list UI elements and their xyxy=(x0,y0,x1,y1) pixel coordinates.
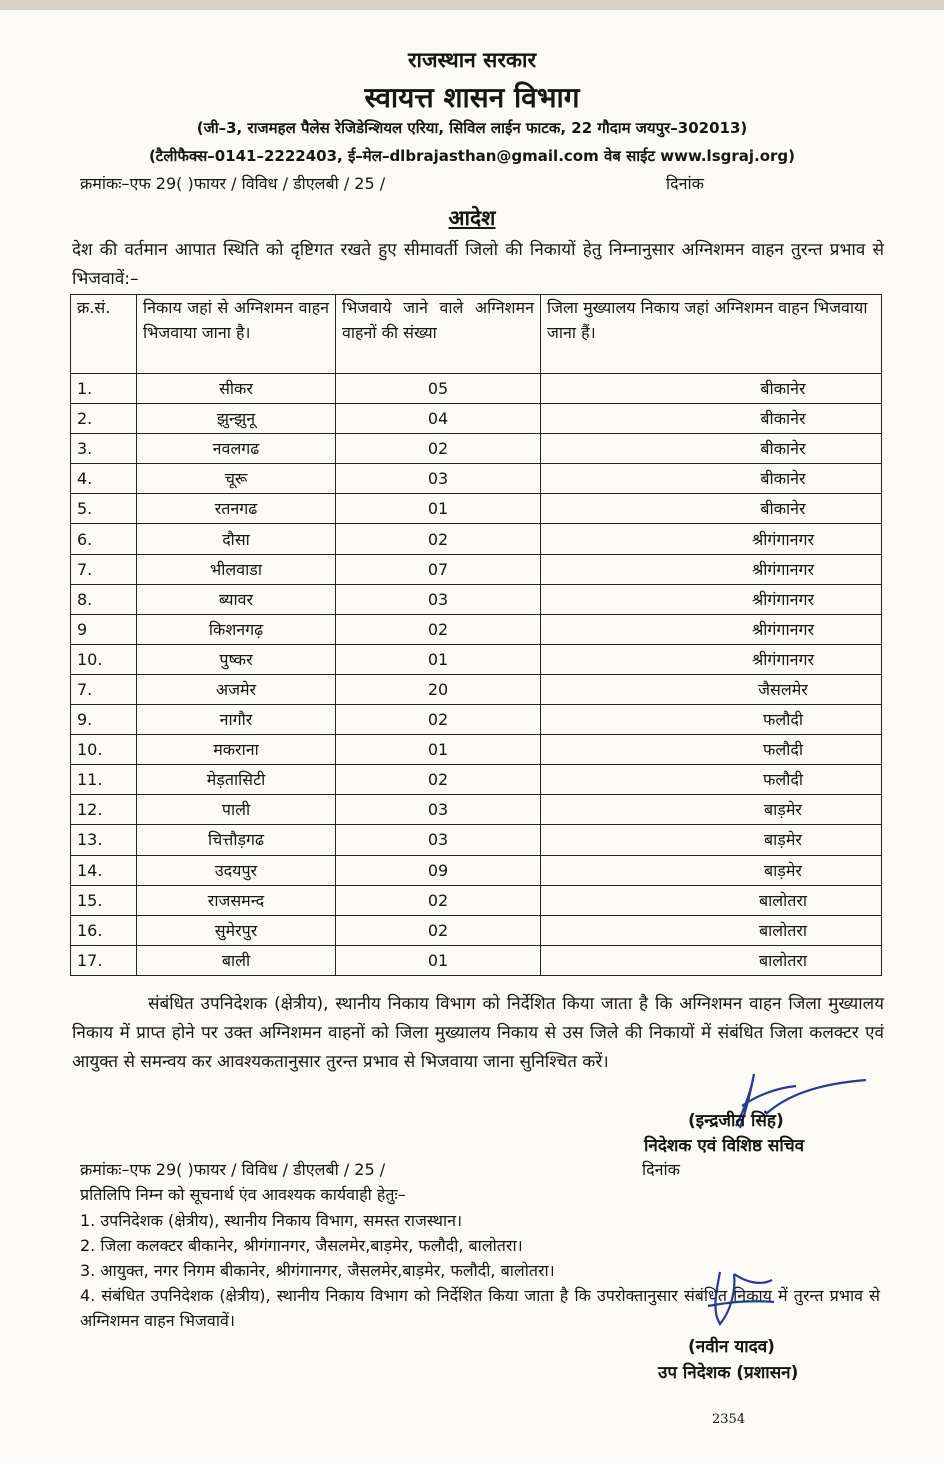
signatory1-title: निदेशक एवं विशिष्ठ सचिव xyxy=(644,1136,805,1156)
row-destination: फलौदी xyxy=(541,705,882,735)
reference-number-2: क्रमांकः–एफ 29( )फायर / विविध / डीएलबी / 25 / xyxy=(80,1160,386,1179)
row-vehicle-count: 03 xyxy=(336,584,541,614)
page-number: 2354 xyxy=(712,1412,746,1427)
row-sno: 10. xyxy=(71,644,137,674)
date-label-2: दिनांक xyxy=(642,1160,680,1179)
row-source-body: झुन्झुनू xyxy=(137,404,336,434)
row-sno: 15. xyxy=(71,885,137,915)
row-vehicle-count: 02 xyxy=(336,434,541,464)
row-sno: 8. xyxy=(71,584,137,614)
row-vehicle-count: 04 xyxy=(336,404,541,434)
row-sno: 2. xyxy=(71,404,137,434)
row-vehicle-count: 02 xyxy=(336,614,541,644)
row-sno: 4. xyxy=(71,464,137,494)
row-sno: 7. xyxy=(71,554,137,584)
row-sno: 12. xyxy=(71,795,137,825)
row-vehicle-count: 03 xyxy=(336,795,541,825)
row-sno: 9 xyxy=(71,614,137,644)
row-vehicle-count: 02 xyxy=(336,765,541,795)
copy-item: 4. संबंधित उपनिदेशक (क्षेत्रीय), स्थानीय निकाय विभाग को निर्देशित किया जाता है कि उपरोक्तानुसार संबंधित निकाय में तुरन्त प्रभाव से अग्निशमन वाहन भिजवावें। xyxy=(80,1286,880,1330)
row-destination: बालोतरा xyxy=(541,915,882,945)
row-destination: बाड़मेर xyxy=(541,795,882,825)
row-vehicle-count: 03 xyxy=(336,464,541,494)
row-vehicle-count: 01 xyxy=(336,945,541,975)
row-source-body: नागौर xyxy=(137,705,336,735)
row-source-body: भीलवाडा xyxy=(137,554,336,584)
header-vehicle-count: भिजवाये जाने वाले अग्निशमन वाहनों की संख्या xyxy=(336,295,541,374)
row-destination: श्रीगंगानगर xyxy=(541,554,882,584)
row-source-body: चित्तौड़गढ xyxy=(137,825,336,855)
row-destination: बीकानेर xyxy=(541,434,882,464)
row-destination: श्रीगंगानगर xyxy=(541,614,882,644)
table-header-row xyxy=(71,295,882,374)
row-vehicle-count: 02 xyxy=(336,885,541,915)
row-source-body: दौसा xyxy=(137,524,336,554)
department-heading: स्वायत्त शासन विभाग xyxy=(364,81,580,114)
signatory1-name: (इन्द्रजीत सिंह) xyxy=(688,1111,784,1131)
row-destination: बालोतरा xyxy=(541,885,882,915)
row-sno: 13. xyxy=(71,825,137,855)
row-sno: 16. xyxy=(71,915,137,945)
row-destination: श्रीगंगानगर xyxy=(541,584,882,614)
row-destination: श्रीगंगानगर xyxy=(541,644,882,674)
copy-item: 3. आयुक्त, नगर निगम बीकानेर, श्रीगंगानगर, जैसलमेर,बाड़मेर, फलौदी, बालोतरा। xyxy=(80,1261,555,1280)
directive-paragraph: संबंधित उपनिदेशक (क्षेत्रीय), स्थानीय निकाय विभाग को निर्देशित किया जाता है कि अग्निशमन वाहन जिला मुख्यालय निकाय में प्राप्त होने पर उक्त अग्निशमन वाहनों को जिला मुख्यालय निकाय से उस जिले की निकायों में संबंधित जिला कलक्टर एवं आयुक्त से समन्वय कर आवश्यकतानुसार तुरन्त प्रभाव से भिजवाया जाना सुनिश्चित करें। xyxy=(72,994,884,1072)
table-row xyxy=(71,404,882,434)
scan-edge xyxy=(0,0,944,10)
row-vehicle-count: 20 xyxy=(336,674,541,704)
table-row xyxy=(71,735,882,765)
table-row xyxy=(71,434,882,464)
row-destination: बाड़मेर xyxy=(541,825,882,855)
header-sno: क्र.सं. xyxy=(71,295,137,374)
table-row xyxy=(71,765,882,795)
row-source-body: नवलगढ xyxy=(137,434,336,464)
intro-paragraph: देश की वर्तमान आपात स्थिति को दृष्टिगत रखते हुए सीमावर्ती जिलो की निकायों हेतु निम्नानुसार अग्निशमन वाहन तुरन्त प्रभाव से भिजवावें:– xyxy=(72,240,884,289)
table-row xyxy=(71,855,882,885)
contact-line: (टैलीफैक्स–0141–2222403, ई–मेल–dlbrajasthan@gmail.com वेब साईट www.lsgraj.org) xyxy=(148,147,796,165)
govt-heading: राजस्थान सरकार xyxy=(407,48,537,72)
table-row xyxy=(71,644,882,674)
signatory2-name: (नवीन यादव) xyxy=(688,1337,775,1357)
row-destination: बीकानेर xyxy=(541,374,882,404)
row-destination: बीकानेर xyxy=(541,404,882,434)
row-destination: फलौदी xyxy=(541,735,882,765)
row-sno: 7. xyxy=(71,674,137,704)
row-destination: फलौदी xyxy=(541,765,882,795)
row-source-body: पाली xyxy=(137,795,336,825)
row-vehicle-count: 09 xyxy=(336,855,541,885)
row-vehicle-count: 02 xyxy=(336,524,541,554)
reference-number: क्रमांकः–एफ 29( )फायर / विविध / डीएलबी / 25 / xyxy=(80,174,386,193)
row-source-body: मेड़तासिटी xyxy=(137,765,336,795)
table-row xyxy=(71,584,882,614)
signature-deputy-director xyxy=(690,1262,780,1332)
row-destination: बाड़मेर xyxy=(541,855,882,885)
row-sno: 10. xyxy=(71,735,137,765)
row-sno: 14. xyxy=(71,855,137,885)
row-destination: बीकानेर xyxy=(541,464,882,494)
row-source-body: पुष्कर xyxy=(137,644,336,674)
row-source-body: उदयपुर xyxy=(137,855,336,885)
address-line: (जी–3, राजमहल पैलेस रेजिडेन्शियल एरिया, सिविल लाईन फाटक, 22 गौदाम जयपुर–302013) xyxy=(196,119,748,137)
row-sno: 17. xyxy=(71,945,137,975)
table-row xyxy=(71,524,882,554)
row-sno: 11. xyxy=(71,765,137,795)
row-source-body: चूरू xyxy=(137,464,336,494)
row-vehicle-count: 01 xyxy=(336,735,541,765)
row-vehicle-count: 01 xyxy=(336,494,541,524)
copy-heading: प्रतिलिपि निम्न को सूचनार्थ एंव आवश्यक कार्यवाही हेतुः– xyxy=(80,1185,406,1204)
date-label: दिनांक xyxy=(666,174,704,193)
table-row xyxy=(71,705,882,735)
row-source-body: सुमेरपुर xyxy=(137,915,336,945)
allocation-table xyxy=(70,294,882,976)
table-row xyxy=(71,494,882,524)
row-source-body: किशनगढ़ xyxy=(137,614,336,644)
row-vehicle-count: 01 xyxy=(336,644,541,674)
row-vehicle-count: 03 xyxy=(336,825,541,855)
row-vehicle-count: 05 xyxy=(336,374,541,404)
row-destination: बीकानेर xyxy=(541,494,882,524)
row-sno: 5. xyxy=(71,494,137,524)
table-row xyxy=(71,464,882,494)
row-source-body: अजमेर xyxy=(137,674,336,704)
signatory2-title: उप निदेशक (प्रशासन) xyxy=(658,1363,799,1383)
table-row xyxy=(71,885,882,915)
copy-item: 1. उपनिदेशक (क्षेत्रीय), स्थानीय निकाय विभाग, समस्त राजस्थान। xyxy=(80,1211,463,1230)
header-source-body: निकाय जहां से अग्निशमन वाहन भिजवाया जाना है। xyxy=(137,295,336,374)
row-vehicle-count: 07 xyxy=(336,554,541,584)
row-source-body: मकराना xyxy=(137,735,336,765)
row-vehicle-count: 02 xyxy=(336,705,541,735)
row-source-body: ब्यावर xyxy=(137,584,336,614)
row-destination: श्रीगंगानगर xyxy=(541,524,882,554)
table-row xyxy=(71,674,882,704)
row-source-body: राजसमन्द xyxy=(137,885,336,915)
reference-line xyxy=(80,172,800,194)
table-row xyxy=(71,554,882,584)
row-vehicle-count: 02 xyxy=(336,915,541,945)
table-row xyxy=(71,825,882,855)
row-destination: जैसलमेर xyxy=(541,674,882,704)
row-source-body: बाली xyxy=(137,945,336,975)
row-sno: 1. xyxy=(71,374,137,404)
table-row xyxy=(71,945,882,975)
copy-item: 2. जिला कलक्टर बीकानेर, श्रीगंगानगर, जैसलमेर,बाड़मेर, फलौदी, बालोतरा। xyxy=(80,1236,523,1255)
order-title: आदेश xyxy=(448,206,496,230)
table-row xyxy=(71,374,882,404)
header-destination: जिला मुख्यालय निकाय जहां अग्निशमन वाहन भिजवाया जाना हैं। xyxy=(541,295,882,374)
row-source-body: सीकर xyxy=(137,374,336,404)
table-row xyxy=(71,795,882,825)
table-row xyxy=(71,614,882,644)
row-sno: 3. xyxy=(71,434,137,464)
row-sno: 9. xyxy=(71,705,137,735)
row-destination: बालोतरा xyxy=(541,945,882,975)
table-row xyxy=(71,915,882,945)
row-sno: 6. xyxy=(71,524,137,554)
row-source-body: रतनगढ xyxy=(137,494,336,524)
